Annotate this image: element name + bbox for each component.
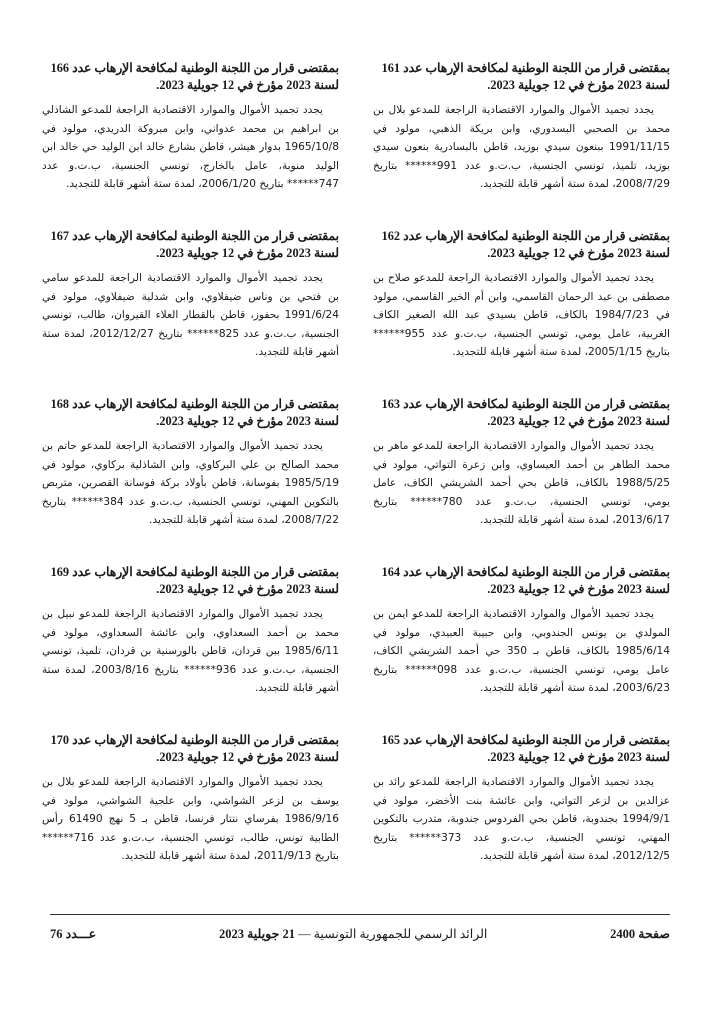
publication-line: [219, 926, 487, 942]
decree-title: بمقتضى قرار من اللجنة الوطنية لمكافحة الإرهاب عدد 170 لسنة 2023 مؤرخ في 12 جويلية 2023.: [50, 733, 339, 764]
decree-entry: [373, 60, 670, 228]
decree-title: بمقتضى قرار من اللجنة الوطنية لمكافحة الإرهاب عدد 161 لسنة 2023 مؤرخ في 12 جويلية 2023.: [381, 61, 670, 92]
left-column: [42, 60, 339, 900]
page-number: صفحة 2400: [610, 927, 670, 941]
footer-divider: [50, 914, 670, 915]
decree-entry: [42, 396, 339, 564]
decree-entry: [42, 732, 339, 900]
decree-entry: [42, 60, 339, 228]
decree-body: يجدد تجميد الأموال والموارد الاقتصادية الراجعة للمدعو الشاذلي بن ابراهيم بن محمد عدواني، وابن مبروكة الدريدي، مولود في 1965/10/8 بدوار هيشر، قاطن بشارع خالد ابن الوليد حي خالد ابن الوليد منوبة، عامل بالخارج، تونسي الجنسية، ب.ت.و عدد 747****** بتاريخ 2006/1/20، لمدة ستة أشهر قابلة للتجديد.: [42, 104, 339, 190]
page-footer: [50, 924, 670, 944]
decree-body: يجدد تجميد الأموال والموارد الاقتصادية الراجعة للمدعو بلال بن محمد بن الصحبي البسدوري، وابن بريكة الذهبي، مولود في 1991/11/15 ببنعون سيدي بوزيد، قاطن بالبسادرية بنعون سيدي بوزيد، تلميذ، تونسي الجنسية، ب.ت.و عدد 991****** بتاريخ 2008/7/29، لمدة ستة أشهر قابلة للتجديد.: [373, 104, 670, 190]
decree-body: يجدد تجميد الأموال والموارد الاقتصادية الراجعة للمدعو سامي بن فتحي بن وناس ضيفلاوي، وابن شدلية ضيفلاوي، مولود في 1991/6/24 بحفوز، قاطن بالقطار العلاء القيروان، طالب، تونسي الجنسية، ب.ت.و عدد 825****** بتاريخ 2012/12/27، لمدة ستة أشهر قابلة للتجديد.: [42, 272, 339, 358]
publication-date: 21 جويلية 2023: [218, 927, 295, 941]
decree-title: بمقتضى قرار من اللجنة الوطنية لمكافحة الإرهاب عدد 163 لسنة 2023 مؤرخ في 12 جويلية 2023.: [381, 397, 670, 428]
decree-entry: [373, 228, 670, 396]
decree-body: يجدد تجميد الأموال والموارد الاقتصادية الراجعة للمدعو بلال بن يوسف بن لزعر الشواشي، وابن علجية الشواشي، مولود في 1986/9/16 بفرساي نتتار فرنسا، قاطن بـ 5 نهج 61490 رأس الطابية تونس، طالب، تونسي الجنسية، ب.ت.و عدد 716****** بتاريخ 2011/9/13، لمدة ستة أشهر قابلة للتجديد.: [42, 776, 339, 862]
decree-title: بمقتضى قرار من اللجنة الوطنية لمكافحة الإرهاب عدد 168 لسنة 2023 مؤرخ في 12 جويلية 2023.: [50, 397, 339, 428]
decree-entry: [373, 732, 670, 900]
issue-number: عـــدد 76: [50, 927, 97, 941]
decree-body: يجدد تجميد الأموال والموارد الاقتصادية الراجعة للمدعو ايمن بن المولدي بن يونس الجندوبي، وابن حبيبة العبيدي، مولود في 1985/6/14 بالكاف، قاطن بـ 350 حي أحمد الشريشي الكاف، عامل يومي، تونسي الجنسية، ب.ت.و عدد 098****** بتاريخ 2003/6/23، لمدة ستة أشهر قابلة للتجديد.: [373, 608, 670, 694]
decree-title: بمقتضى قرار من اللجنة الوطنية لمكافحة الإرهاب عدد 162 لسنة 2023 مؤرخ في 12 جويلية 2023.: [381, 229, 670, 260]
decree-title: بمقتضى قرار من اللجنة الوطنية لمكافحة الإرهاب عدد 165 لسنة 2023 مؤرخ في 12 جويلية 2023.: [381, 733, 670, 764]
decree-title: بمقتضى قرار من اللجنة الوطنية لمكافحة الإرهاب عدد 167 لسنة 2023 مؤرخ في 12 جويلية 2023.: [50, 229, 339, 260]
decree-body: يجدد تجميد الأموال والموارد الاقتصادية الراجعة للمدعو حاتم بن محمد الصالح بن علي البركاوي، وابن الشاذلية بركاوي، مولود في 1985/5/19 بفوسانة، قاطن بأولاد بركة فوسانة القصرين، متربص بالتكوين المهني، تونسي الجنسية، ب.ت.و عدد 384****** بتاريخ 2008/7/22، لمدة ستة أشهر قابلة للتجديد.: [42, 440, 339, 526]
decree-entry: [42, 228, 339, 396]
decree-title: بمقتضى قرار من اللجنة الوطنية لمكافحة الإرهاب عدد 169 لسنة 2023 مؤرخ في 12 جويلية 2023.: [50, 565, 339, 596]
decree-body: يجدد تجميد الأموال والموارد الاقتصادية الراجعة للمدعو صلاح بن مصطفى بن عبد الرحمان القاسمي، وابن أم الخير القاسمي، مولود في 1984/7/23 بالكاف، قاطن بسيدي عبد الله الصغير الكاف الغربية، عامل يومي، تونسي الجنسية، ب.ت.و عدد 955****** بتاريخ 2005/1/15، لمدة ستة أشهر قابلة للتجديد.: [373, 272, 670, 358]
decree-body: يجدد تجميد الأموال والموارد الاقتصادية الراجعة للمدعو نبيل بن محمد بن أحمد السعداوي، وابن عائشة السعداوي، مولود في 1985/6/11 ببن قردان، قاطن بالورسنية بن قردان، تلميذ، تونسي الجنسية، ب.ت.و عدد 936****** بتاريخ 2003/8/16، لمدة ستة أشهر قابلة للتجديد.: [42, 608, 339, 694]
right-column: [373, 60, 670, 900]
decree-body: يجدد تجميد الأموال والموارد الاقتصادية الراجعة للمدعو رائد بن عزالدين بن لزعر التواتي، وابن عائشة بنت الأخضر، مولود في 1994/9/1 بجندوبة، قاطن بحي الفردوس جندوبة، متدرب بالتكوين المهني، تونسي الجنسية، ب.ت.و عدد 373****** بتاريخ 2012/12/5، لمدة ستة أشهر قابلة للتجديد.: [373, 776, 670, 862]
decree-entry: [373, 564, 670, 732]
decree-title: بمقتضى قرار من اللجنة الوطنية لمكافحة الإرهاب عدد 164 لسنة 2023 مؤرخ في 12 جويلية 2023.: [381, 565, 670, 596]
decree-body: يجدد تجميد الأموال والموارد الاقتصادية الراجعة للمدعو ماهر بن محمد الطاهر بن أحمد العيساوي، وابن زعرة التواتي، مولود في 1988/5/25 بالكاف، قاطن بحي أحمد الشريشي الكاف، عامل يومي، تونسي الجنسية، ب.ت.و عدد 780****** بتاريخ 2013/6/17، لمدة ستة أشهر قابلة للتجديد.: [373, 440, 670, 526]
decree-title: بمقتضى قرار من اللجنة الوطنية لمكافحة الإرهاب عدد 166 لسنة 2023 مؤرخ في 12 جويلية 2023.: [50, 61, 339, 92]
publication-name: الرائد الرسمي للجمهورية التونسية —: [298, 927, 488, 941]
decree-entry: [42, 564, 339, 732]
decree-entry: [373, 396, 670, 564]
